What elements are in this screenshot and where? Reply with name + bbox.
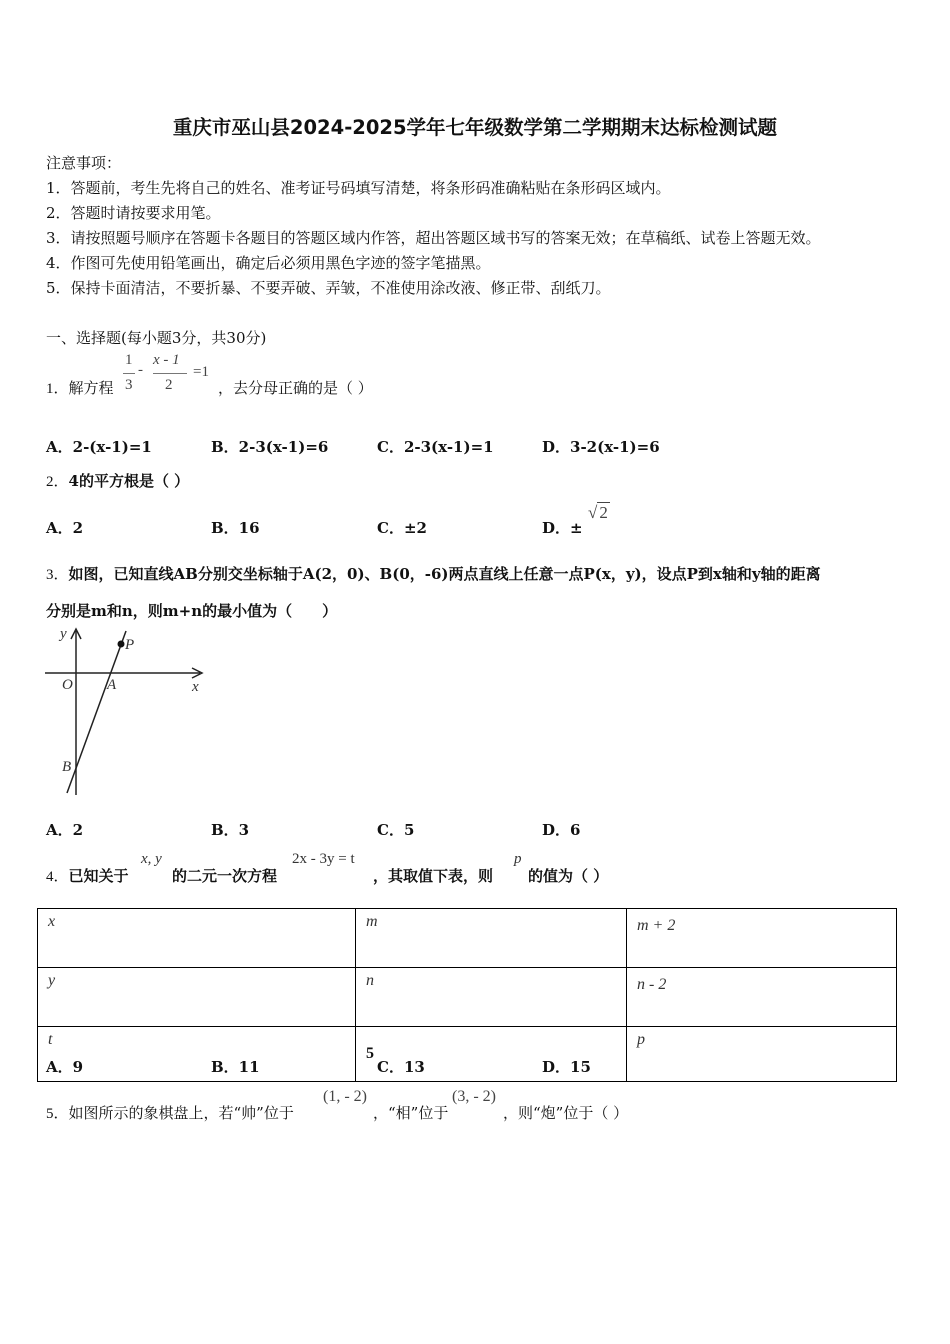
option-b[interactable]: B．3 (211, 821, 250, 839)
table-cell: m + 2 (627, 909, 897, 968)
point-p (118, 641, 125, 648)
table-row (38, 1027, 897, 1082)
option-d[interactable]: D．± (542, 519, 583, 537)
variables-xy: x, y (141, 851, 162, 867)
notice-item-3: 3．请按照题号顺序在答题卡各题目的答题区域内作答，超出答题区域书写的答案无效；在草稿纸、试卷上答题无效。 (46, 229, 821, 247)
question-text: 如图所示的象棋盘上，若“帅”位于 (68, 1104, 294, 1122)
notice-item-4: 4．作图可先使用铅笔画出，确定后必须用黑色字迹的签字笔描黑。 (46, 254, 491, 272)
table-row (38, 968, 897, 1027)
option-b[interactable]: B．2-3(x-1)=6 (211, 438, 329, 456)
values-table (37, 908, 897, 1082)
question-text-suffix: ，去分母正确的是（ ） (218, 379, 373, 397)
option-d[interactable]: D．6 (542, 821, 581, 839)
fraction-bar (153, 373, 187, 374)
sqrt-radicand: 2 (599, 503, 608, 522)
label-x: x (192, 679, 199, 695)
table-cell: n - 2 (627, 968, 897, 1027)
question-text-suffix: ，则“炮”位于（ ） (503, 1104, 629, 1122)
question-number: 4． (46, 869, 69, 885)
coordinate-xiang: (3, - 2) (452, 1088, 496, 1105)
table-row (38, 909, 897, 968)
option-b[interactable]: B．11 (211, 1058, 260, 1076)
question-text-mid: 的二元一次方程 (172, 867, 278, 885)
label-b: B (62, 759, 72, 775)
table-cell: x (38, 909, 356, 968)
label-p: P (125, 637, 135, 653)
option-d[interactable]: D．3-2(x-1)=6 (542, 438, 660, 456)
equals-one: =1 (193, 364, 209, 380)
question-text-mid2: ，其取值下表，则 (373, 867, 494, 885)
option-b[interactable]: B．16 (211, 519, 260, 537)
question-text: 解方程 (68, 379, 114, 397)
question-text: 已知关于 (68, 867, 129, 885)
variable-p: p (514, 851, 522, 867)
table-cell: p (627, 1027, 897, 1082)
section-heading: 一、选择题(每小题3分，共30分) (46, 329, 267, 347)
option-a[interactable]: A．2 (46, 821, 84, 839)
label-a: A (107, 677, 117, 693)
option-a[interactable]: A．2-(x-1)=1 (46, 438, 152, 456)
label-o: O (62, 677, 73, 693)
table-cell: 5 (356, 1027, 627, 1082)
sqrt-icon: √ (588, 503, 598, 522)
question-number: 3． (46, 567, 69, 583)
option-a[interactable]: A．2 (46, 519, 84, 537)
question-text-mid: ，“相”位于 (373, 1104, 449, 1122)
equation: 2x - 3y = t (292, 851, 355, 867)
question-text: 4的平方根是（ ） (68, 472, 190, 490)
fraction-bar (123, 373, 135, 374)
notice-item-5: 5．保持卡面清洁，不要折暴、不要弄破、弄皱，不准使用涂改液、修正带、刮纸刀。 (46, 279, 611, 297)
page-title: 重庆市巫山县2024-2025学年七年级数学第二学期期末达标检测试题 (172, 116, 778, 139)
question-text-suffix: 的值为（ ） (528, 867, 609, 885)
option-d[interactable]: D．15 (542, 1058, 591, 1076)
notice-item-2: 2．答题时请按要求用笔。 (46, 204, 221, 222)
question-number: 5． (46, 1106, 69, 1122)
minus-sign: - (138, 362, 143, 378)
table-cell: m (356, 909, 627, 968)
option-c[interactable]: C．2-3(x-1)=1 (377, 438, 494, 456)
option-c[interactable]: C．13 (377, 1058, 425, 1076)
notice-item-1: 1．答题前，考生先将自己的姓名、准考证号码填写清楚，将条形码准确粘贴在条形码区域内。 (46, 179, 671, 197)
question-text-line1: 如图，已知直线AB分别交坐标轴于A(2，0)、B(0，-6)两点直线上任意一点P(x，y)，设点P到x轴和y轴的距离 (68, 565, 821, 583)
question-text-line2: 分别是m和n，则m+n的最小值为（ ） (46, 602, 338, 620)
table-cell: t (38, 1027, 356, 1082)
sqrt-two (588, 503, 610, 523)
table-cell: y (38, 968, 356, 1027)
option-c[interactable]: C．±2 (377, 519, 427, 537)
fraction-denominator: 2 (165, 377, 173, 393)
fraction-denominator: 3 (125, 377, 133, 393)
question-number: 2． (46, 474, 69, 490)
coordinate-figure (40, 625, 215, 800)
notice-heading: 注意事项： (46, 154, 122, 172)
option-a[interactable]: A．9 (46, 1058, 84, 1076)
coordinate-shuai: (1, - 2) (323, 1088, 367, 1105)
option-c[interactable]: C．5 (377, 821, 415, 839)
fraction-numerator: x - 1 (153, 352, 180, 368)
label-y: y (60, 626, 67, 642)
table-cell: n (356, 968, 627, 1027)
question-number: 1． (46, 381, 69, 397)
fraction-numerator: 1 (125, 352, 133, 368)
